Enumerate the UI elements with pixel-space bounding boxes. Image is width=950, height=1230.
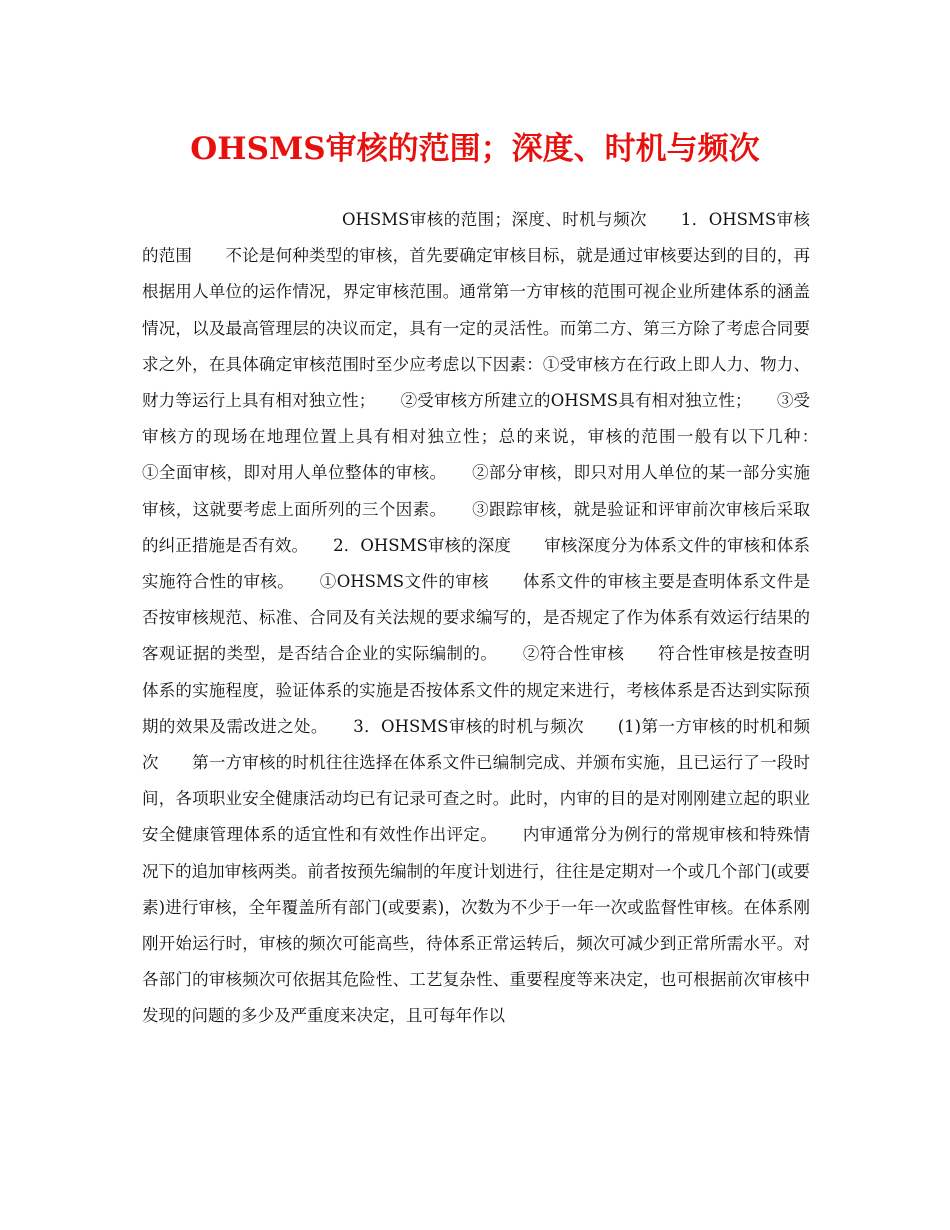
document-body: OHSMS审核的范围；深度、时机与频次 1．OHSMS审核的范围 不论是何种类型的审核，首先要确定审核目标，就是通过审核要达到的目的，再根据用人单位的运作情况，界定审核范围。通常第一方审核的范围可视企业所建体系的涵盖情况，以及最高管理层的决议而定，具有一定的灵活性。而第二方、第三方除了考虑合同要求之外，在具体确定审核范围时至少应考虑以下因素：①受审核方在行政上即人力、物力、财力等运行上具有相对独立性； ②受审核方所建立的OHSMS具有相对独立性； ③受审核方的现场在地理位置上具有相对独立性；总的来说，审核的范围一般有以下几种： ①全面审核，即对用人单位整体的审核。 ②部分审核，即只对用人单位的某一部分实施审核，这就要考虑上面所列的三个因素。 ③跟踪审核，就是验证和评审前次审核后采取的纠正措施是否有效。 2．OHSMS审核的深度 审核深度分为体系文件的审核和体系实施符合性的审核。 ①OHSMS文件的审核 体系文件的审核主要是查明体系文件是否按审核规范、标准、合同及有关法规的要求编写的，是否规定了作为体系有效运行结果的客观证据的类型，是否结合企业的实际编制的。 ②符合性审核 符合性审核是按查明体系的实施程度，验证体系的实施是否按体系文件的规定来进行，考核体系是否达到实际预期的效果及需改进之处。 3．OHSMS审核的时机与频次 (1)第一方审核的时机和频次 第一方审核的时机往往选择在体系文件已编制完成、并颁布实施，且已运行了一段时间，各项职业安全健康活动均已有记录可查之时。此时，内审的目的是对刚刚建立起的职业安全健康管理体系的适宜性和有效性作出评定。 内审通常分为例行的常规审核和特殊情况下的追加审核两类。前者按预先编制的年度计划进行，往往是定期对一个或几个部门(或要素)进行审核，全年覆盖所有部门(或要素)，次数为不少于一年一次或监督性审核。在体系刚刚开始运行时，审核的频次可能高些，待体系正常运转后，频次可减少到正常所需水平。对各部门的审核频次可依据其危险性、工艺复杂性、重要程度等来决定，也可根据前次审核中发现的问题的多少及严重度来决定，且可每年作以 [142,210,843,1026]
document-title: OHSMS审核的范围；深度、时机与频次 [190,131,760,167]
